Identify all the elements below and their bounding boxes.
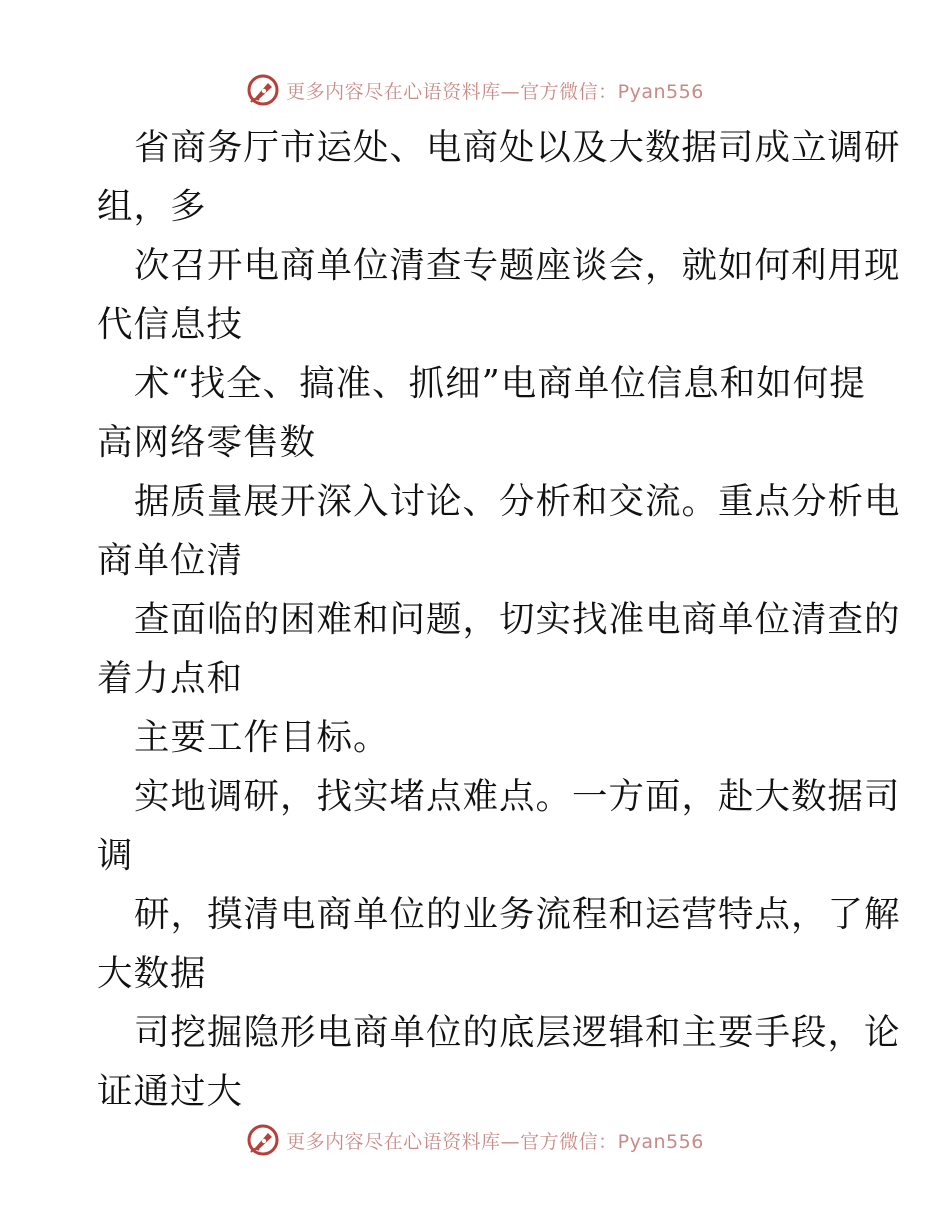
- text-line: 商单位清: [97, 540, 244, 581]
- text-line: 主要工作目标。: [134, 717, 390, 758]
- text-line: 据质量展开深入讨论、分析和交流。重点分析电: [134, 481, 901, 522]
- text-line: 高网络零售数: [97, 422, 317, 463]
- text-line: 术“找全、搞准、抓细”电商单位信息和如何提: [134, 363, 866, 404]
- text-line: 查面临的困难和问题，切实找准电商单位清查的: [134, 599, 901, 640]
- text-line: 次召开电商单位清查专题座谈会，就如何利用现: [134, 245, 901, 286]
- text-line: 调: [97, 835, 134, 876]
- header-watermark: [0, 70, 950, 110]
- text-line: 代信息技: [97, 304, 244, 345]
- text-line: 司挖掘隐形电商单位的底层逻辑和主要手段，论: [134, 1012, 901, 1053]
- text-line: 着力点和: [97, 658, 244, 699]
- text-line: 实地调研，找实堵点难点。一方面，赴大数据司: [134, 776, 901, 817]
- pen-nib-logo-icon: [246, 73, 280, 107]
- text-line: 组，多: [97, 186, 207, 227]
- watermark-text: 更多内容尽在心语资料库—官方微信：Pyan556: [286, 1130, 704, 1153]
- pen-nib-logo-icon: [246, 1123, 280, 1157]
- text-line: 大数据: [97, 953, 207, 994]
- watermark-text: 更多内容尽在心语资料库—官方微信：Pyan556: [286, 80, 704, 103]
- document-body: [97, 118, 901, 1121]
- text-line: 研，摸清电商单位的业务流程和运营特点，了解: [134, 894, 901, 935]
- text-line: 证通过大: [97, 1071, 244, 1112]
- footer-watermark: [0, 1120, 950, 1160]
- text-line: 省商务厅市运处、电商处以及大数据司成立调研: [134, 127, 901, 168]
